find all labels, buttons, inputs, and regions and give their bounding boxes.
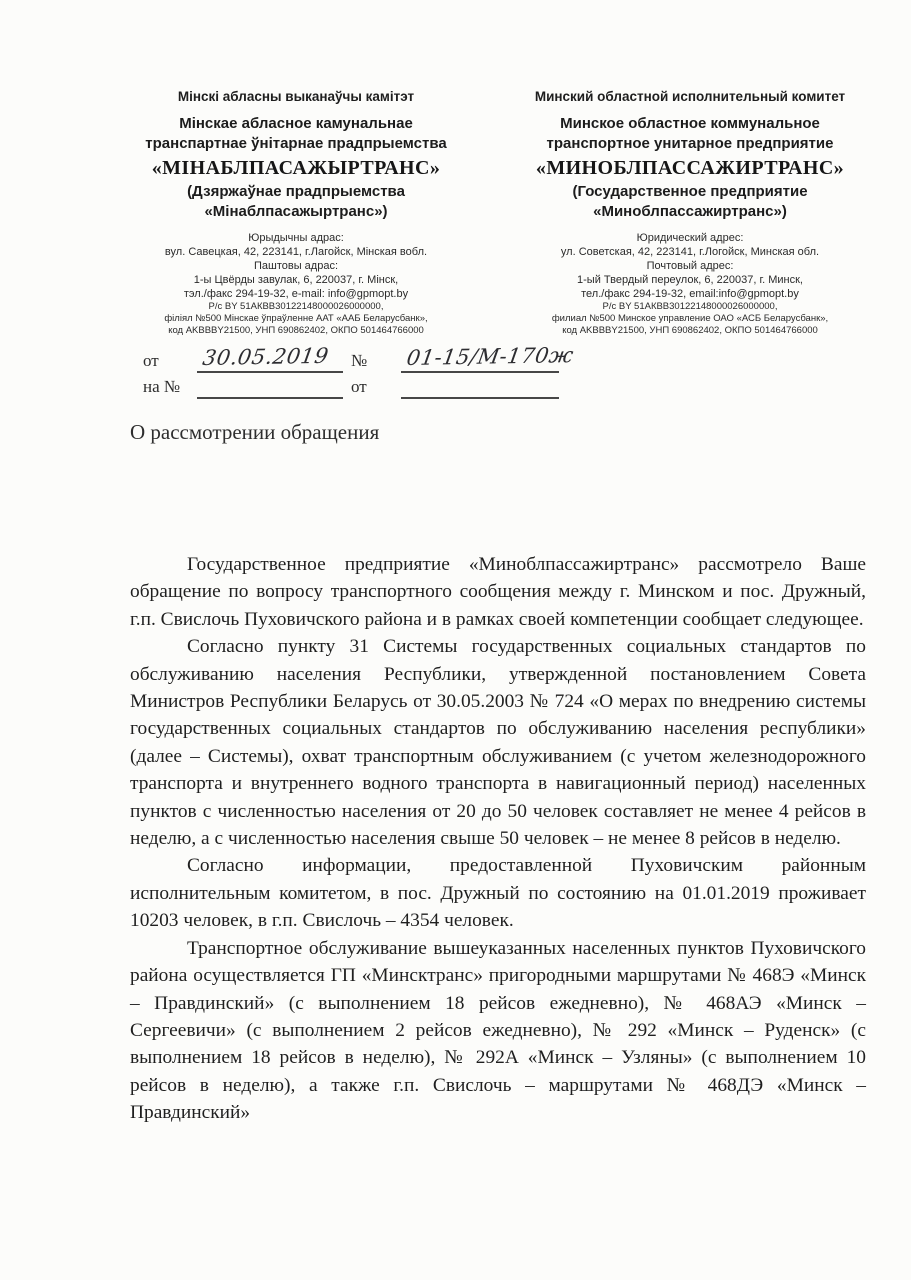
org-name-line-be: Мінскае абласное камунальнае [179, 115, 413, 132]
bank-account-line: Р/с BY 51АКВВ30122148000026000000, [602, 301, 778, 312]
address-line: тэл./факс 294-19-32, e-mail: info@gpmopt.by [183, 288, 409, 300]
number-line [401, 343, 576, 373]
address-line: Юрыдычны адрас: [248, 232, 344, 244]
registration-codes-line: код AKBBBY21500, УНП 690862402, ОКПО 501464766000 [562, 325, 818, 336]
reference-block [143, 343, 576, 399]
org-name-line-be: транспартнае ўнітарнае прадпрыемства [145, 135, 447, 152]
bank-account-line: Р/с BY 51АКВВ30122148000026000000, [208, 301, 384, 312]
reply-date-blank-line [401, 373, 559, 399]
letter-body [130, 551, 866, 1127]
address-line: 1-ый Твердый переулок, 6, 220037, г. Минск, [577, 274, 803, 286]
org-short-name-be: «МІНАБЛПАСАЖЫРТРАНС» [151, 157, 441, 179]
address-line: 1-ы Цвёрды завулак, 6, 220037, г. Мінск, [193, 274, 399, 286]
address-line: ул. Советская, 42, 223141, г.Логойск, Минская обл. [560, 246, 820, 258]
bank-branch-line: філіял №500 Мінскае ўпраўленне ААТ «ААБ Беларусбанк», [164, 313, 428, 324]
reply-from-label: от [351, 377, 367, 396]
org-subtitle-be: (Дзяржаўнае прадпрыемства [187, 183, 405, 200]
reply-to-number-label: на № [143, 377, 181, 396]
date-from-label: от [143, 351, 159, 370]
handwritten-date: 30.05.2019 [201, 343, 331, 370]
org-name-line-ru: транспортное унитарное предприятие [546, 135, 834, 152]
subject-line: О рассмотрении обращения [130, 420, 380, 444]
letterhead-belarusian-column [128, 88, 464, 337]
body-paragraph: Согласно пункту 31 Системы государственных социальных стандартов по обслуживанию населения Республики, утвержденной постановлением Совета Министров Республики Беларусь от 30.05.2003 № 724 «О мерах по внедрению системы государственных социальных стандартов по обслуживанию населения республики» (далее – Системы), охват транспортным обслуживанием (с учетом железнодорожного транспорта и внутреннего водного транспорта в навигационный период) населенных пунктов с численностью населения от 20 до 50 человек составляет не менее 4 рейсов в неделю, а с численностью населения свыше 50 человек – не менее 8 рейсов в неделю. [130, 636, 866, 850]
bank-branch-line: филиал №500 Минское управление ОАО «АСБ Беларусбанк», [551, 313, 829, 324]
address-line: тел./факс 294-19-32, email:info@gpmopt.by [581, 288, 799, 300]
letterhead-russian-column [494, 88, 886, 337]
address-line: вул. Савецкая, 42, 223141, г.Лагойск, Мінская вобл. [164, 246, 428, 258]
address-line: Почтовый адрес: [646, 260, 734, 272]
address-line: Паштовы адрас: [253, 260, 338, 272]
body-paragraph: Транспортное обслуживание вышеуказанных населенных пунктов Пуховичского района осуществляется ГП «Минсктранс» пригородными маршрутами № 468Э «Минск – Правдинский» (с выполнением 18 рейсов ежедневно), № 468АЭ «Минск – Сергеевичи» (с выполнением 2 рейсов ежедневно), № 292 «Минск – Руденск» (с выполнением 18 рейсов в неделю), № 292А «Минск – Узляны» (с выполнением 10 рейсов в неделю), а также г.п. Свислочь – маршрутами № 468ДЭ «Минск – Правдинский» [130, 937, 866, 1124]
org-name-line-ru: Минское областное коммунальное [560, 115, 820, 132]
letterhead [128, 88, 886, 337]
handwritten-number: 01-15/М-170ж [405, 343, 576, 370]
committee-name-ru: Минский областной исполнительный комитет [534, 89, 846, 104]
number-label: № [351, 351, 368, 370]
address-block-ru [494, 231, 886, 337]
org-subtitle-be: «Мінаблпасажыртранс») [204, 203, 388, 220]
address-block-be [128, 231, 464, 337]
body-paragraph: Согласно информации, предоставленной Пуховичским районным исполнительным комитетом, в пос. Дружный по состоянию на 01.01.2019 проживает 10203 человек, в г.п. Свислочь – 4354 человек. [130, 855, 866, 932]
registration-codes-line: код AKBBBY21500, УНП 690862402, ОКПО 501464766000 [168, 325, 424, 336]
body-paragraph: Государственное предприятие «Миноблпассажиртранс» рассмотрело Ваше обращение по вопросу транспортного сообщения между г. Минском и пос. Дружный, г.п. Свислочь Пуховичского района и в рамках своей компетенции сообщает следующее. [130, 554, 866, 630]
org-short-name-ru: «МИНОБЛПАССАЖИРТРАНС» [535, 157, 845, 179]
committee-name-be: Мінскі абласны выканаўчы камітэт [177, 89, 415, 104]
org-subtitle-ru: «Миноблпассажиртранс») [593, 203, 787, 220]
reply-number-blank-line [197, 373, 343, 399]
date-line [197, 343, 343, 373]
address-line: Юридический адрес: [636, 232, 744, 244]
org-subtitle-ru: (Государственное предприятие [572, 183, 808, 200]
